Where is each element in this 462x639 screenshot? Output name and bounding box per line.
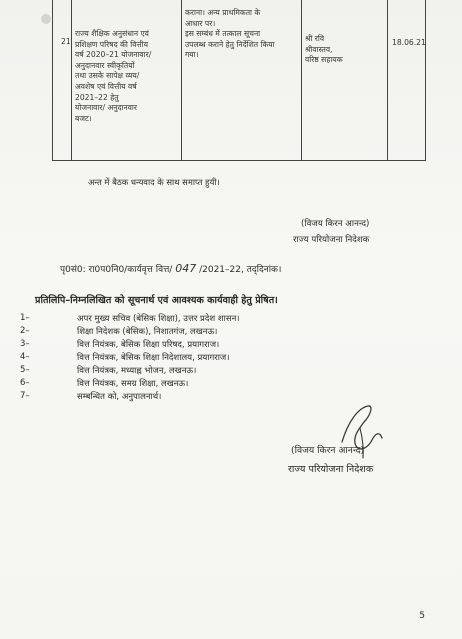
list-number: 7– [20,391,30,401]
decision-line: कराना। अन्य प्राथमिकता के [185,8,261,17]
list-text: सम्बन्धित को, अनुपालनार्थ। [77,392,162,402]
subject-line: वर्ष 2020–21 योजनावार/ [75,50,152,60]
decision-line: गया। [185,50,199,60]
responsible-cell [305,34,385,66]
list-text: वित्त नियंत्रक, समग्र शिक्षा, लखनऊ। [77,379,189,389]
subject-line: 2021–22 हेतु [75,92,119,102]
list-text: वित्त नियंत्रक, बेसिक शिक्षा निदेशालय, प्रयागराज। [77,353,230,363]
list-number: 5– [20,365,30,375]
reference-suffix: /2021–22, तद्‌दिनांक। [199,265,282,275]
responsible-line: वरिष्ठ सहायक [305,55,343,65]
list-number: 2– [20,326,30,336]
list-text: अपर मुख्य सचिव (बेसिक शिक्षा), उत्तर प्रदेश शासन। [77,314,240,324]
subject-line: प्रशिक्षण परिषद की वित्तीय [75,39,149,49]
table-divider [71,0,72,160]
signatory-title: राज्य परियोजना निदेशक [288,464,374,475]
subject-line: तथा उसके सापेक्ष व्यय/ [75,71,140,81]
list-text: वित्त नियंत्रक, मध्याह्न भोजन, लखनऊ। [77,366,197,376]
table-divider [387,0,388,160]
subject-line: अवशेष एवं वित्तीय वर्ष [75,81,137,91]
list-number: 1– [20,313,30,323]
signatory-name: (विजय किरन आनन्द) [301,219,370,229]
subject-cell [75,29,182,124]
page-number: 5 [419,611,425,621]
decision-line: उपलब्ध कराने हेतु निर्देशित किया [185,39,275,49]
list-number: 3– [20,339,30,349]
decision-cell [185,8,300,61]
reference-prefix: पृ0सं0: रा0प0नि0/कार्यवृत्त वित्त/ [60,265,173,275]
subject-line: बजट। [75,113,92,123]
serial-number: 21 [61,37,71,46]
subject-line: अनुदानवार स्वीकृतियों [75,60,135,70]
signatory-name: (विजय किरन आनन्द) [291,445,365,456]
list-number: 4– [20,352,30,362]
list-text: वित्त नियंत्रक, बेसिक शिक्षा परिषद, प्रयागराज। [77,340,220,350]
reference-line [60,262,281,275]
subject-line: राज्य शैक्षिक अनुसंधान एवं [75,29,149,38]
decision-line: इस सम्बंध में तत्काल सूचना [185,29,261,39]
closing-text: अन्त में बैठक धन्यवाद के साथ समाप्त हुयी। [88,177,220,187]
decision-line: आधार पर। [185,18,216,28]
signatory-title: राज्य परियोजना निदेशक [293,235,370,245]
list-text: शिक्षा निदेशक (बेसिक), निशातगंज, लखनऊ। [77,327,218,337]
copy-heading: प्रतिलिपि–निम्नलिखित को सूचनार्थ एवं आवश्यक कार्यवाही हेतु प्रेषित। [35,295,278,306]
date-cell: 18.06.21 [392,38,426,47]
scan-mark [41,14,51,24]
handwritten-number: 047 [175,262,197,275]
minutes-table-row [52,0,426,161]
responsible-line: श्री रवि [305,34,325,43]
subject-line: योजनावार/ अनुदानवार [75,103,137,113]
table-divider [301,0,302,160]
responsible-line: श्रीवास्तव, [305,44,333,54]
list-number: 6– [20,378,30,388]
